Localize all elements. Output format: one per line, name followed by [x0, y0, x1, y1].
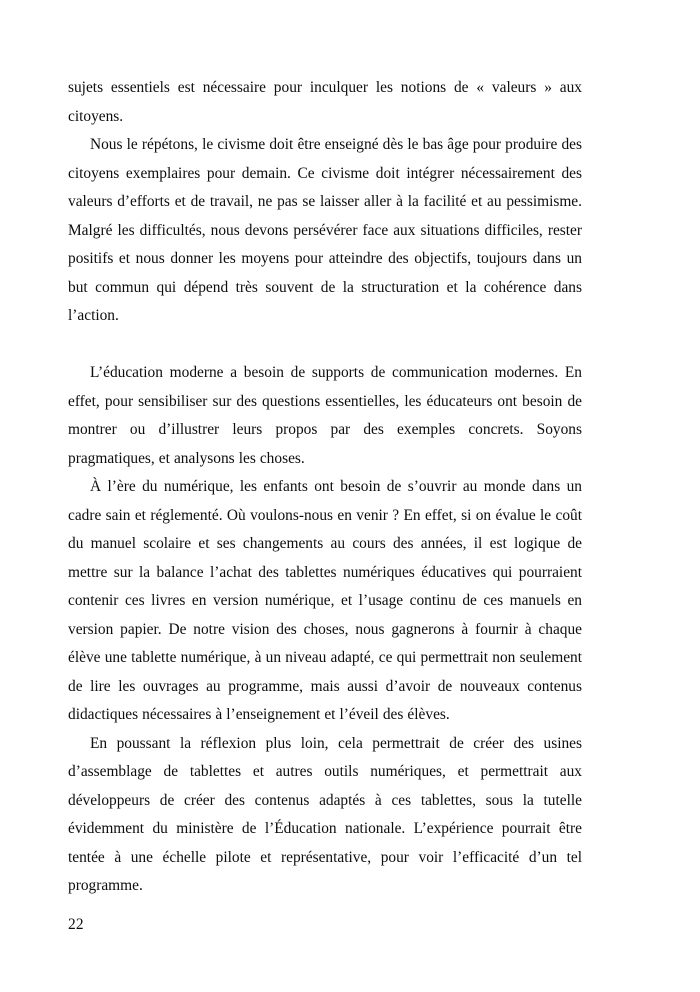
page-number: 22: [68, 916, 84, 933]
paragraph-civisme: Nous le répétons, le civisme doit être enseigné dès le bas âge pour produire des citoyens exemplaires pour demain. Ce civisme doit intégrer nécessairement des valeurs d’efforts et de travail, ne pas se laisser aller à la facilité et au pessimisme. Malgré les difficultés, nous devons persévérer face aux situations difficiles, rester positifs et nous donner les moyens pour atteindre des objectifs, toujours dans un but commun qui dépend très souvent de la structuration et la cohérence dans l’action.: [68, 136, 582, 324]
paragraph-ere-numerique: À l’ère du numérique, les enfants ont besoin de s’ouvrir au monde dans un cadre sain et réglementé. Où voulons-nous en venir ? En effet, si on évalue le coût du manuel scolaire et ses changements au cours des années, il est logique de mettre sur la balance l’achat des tablettes numériques éducatives qui pourraient contenir ces livres en version numérique, et l’usage continu de ces manuels en version papier. De notre vision des choses, nous gagnerons à fournir à chaque élève une tablette numérique, à un niveau adapté, ce qui permettrait non seulement de lire les ouvrages au programme, mais aussi d’avoir de nouveaux contenus didactiques nécessaires à l’enseignement et l’éveil des élèves.: [68, 478, 582, 723]
paragraph-reflexion: En poussant la réflexion plus loin, cela permettrait de créer des usines d’assemblage de tablettes et autres outils numériques, et permettrait aux développeurs de créer des contenus adaptés à ces tablettes, sous la tutelle évidemment du ministère de l’Éducation nationale. L’expérience pourrait être tentée à une échelle pilote et représentative, pour voir l’efficacité d’un tel programme.: [68, 734, 582, 894]
paragraph-continuation: sujets essentiels est nécessaire pour inculquer les notions de « valeurs » aux citoyens.: [68, 79, 582, 125]
paragraph-education-moderne: L’éducation moderne a besoin de supports de communication modernes. En effet, pour sensibiliser sur des questions essentielles, les éducateurs ont besoin de montrer ou d’illustrer leurs propos par des exemples concrets. Soyons pragmatiques, et analysons les choses.: [68, 364, 582, 467]
page-text-block: [68, 74, 582, 901]
